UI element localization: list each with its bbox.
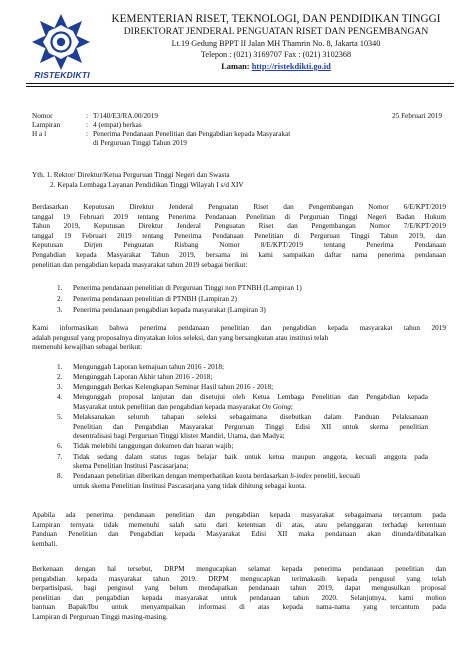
recipient-1: Yth. 1. Rektor/ Direktur/Ketua Perguruan Tinggi Negeri dan Swasta [32, 171, 230, 179]
text-line: Apabila ada penerima pendanaan penelitian dan pengabdian kepada masyarakat sebagaimana tercantum pada [32, 511, 446, 519]
website-label: Laman: [221, 62, 252, 71]
list-text: Mengunggah Laporan kemajuan tahun 2016 - 2018; [73, 363, 225, 371]
list-number: 1. [57, 363, 63, 371]
nomor-colon: : [86, 112, 89, 120]
list-number: 6. [57, 442, 63, 451]
list-item [57, 373, 447, 383]
text-line: pengabdian kepada masyarakat tahun 2019. DRPM mengucapkan terimakasih kepada pengusul yang telah [32, 574, 446, 583]
list-number: 5. [57, 413, 63, 422]
attachment-list [57, 284, 437, 318]
lampiran-colon: : [86, 121, 89, 129]
requirements-list [57, 363, 447, 492]
text-line: Tahun 2019, Keputusan Direktur Jenderal Penguatan Riset dan Pengembangan Nomor 7/E/KPT/2019 [32, 222, 446, 231]
logo-wordmark: RISTEKDIKTI [34, 70, 90, 80]
letter-date: 25 Februari 2019 [392, 112, 442, 120]
list-text: Tidak melebihi tanggungan dokumen dan luaran wajib; [73, 442, 234, 451]
text-line: Kami informasikan bahwa penerima pendanaan penelitian dan pengabdian kepada masyarakat tahun 2019 [32, 324, 446, 332]
list-number: 3. [57, 306, 63, 315]
text-line: Berkenaan dengan hal tersebut, DRPM mengucapkan selamat kepada penerima pendanaan penelitian dan [32, 565, 446, 573]
nomor-label: Nomor [32, 112, 53, 120]
list-number: 4. [57, 393, 63, 402]
list-text: Penerima pendanaan penelitian di PTNBH (Lampiran 2) [73, 295, 237, 304]
paragraph-2 [32, 324, 446, 353]
text-line: bantuan Bapak/Ibu untuk menyampaikan informasi di atas kepada nama-nama yang tercantum pada [32, 603, 446, 612]
text-line: memenuhi kewajiban sebagai berikut: [32, 343, 143, 352]
list-item [57, 306, 437, 317]
text-line: Lampiran di Perguruan Tinggi masing-masing. [32, 612, 168, 621]
hal-value-line2: di Perguruan Tinggi Tahun 2019 [93, 139, 187, 147]
list-text: Penerima pendanaan pengabdian kepada masyarakat (Lampiran 3) [73, 306, 266, 315]
hal-colon: : [86, 130, 89, 138]
text-line: Berdasarkan Keputusan Direktur Jenderal Penguatan Riset dan Pengembangan Nomor 6/E/KPT/2019 [32, 203, 446, 211]
hal-value-line1: Penerima Pendanaan Penelitian dan Pengabdian kepada Masyarakat [93, 130, 291, 138]
list-number: 8. [57, 472, 63, 481]
ristekdikti-logo-icon [30, 12, 92, 72]
italic-text: h-index [290, 472, 312, 481]
text-span: Masyarakat untuk penelitian dan pengabdian kepada masyarakat [73, 402, 263, 411]
text-line: kembali. [32, 539, 58, 548]
list-text: Tidak sedang dalam status tugas belajar baik untuk ketua maupun anggota, kecuali anggota pada [73, 452, 428, 461]
nomor-value: T/140/E3/RA.00/2019 [93, 112, 159, 120]
list-item [57, 453, 447, 473]
text-line: penelitian dan pengabdian kepada masyarakat untuk pendanaan tahun 2020. Selanjutnya, kami mohon [32, 593, 446, 602]
list-number: 2. [57, 373, 63, 382]
list-item [57, 363, 447, 373]
text-span: peneliti, kecuali [311, 472, 361, 481]
text-line: Pengabdian kepada Masyarakat Tahun 2019, bersama ini kami sampaikan daftar nama penerima pendanaan [32, 250, 446, 259]
list-item [57, 295, 437, 306]
list-number: 1. [57, 284, 63, 292]
list-item [57, 393, 447, 413]
list-text: Penerima pendanaan penelitian di Perguruan Tinggi non PTNBH (Lampiran 1) [73, 284, 302, 292]
website-line [100, 63, 452, 71]
text-line: berpartisipasi, bagi pengusul yang belum mendapatkan pendanaan tahun 2019, dapat mengusulkan proposal [32, 584, 446, 593]
list-number: 3. [57, 383, 63, 392]
list-item [57, 383, 447, 393]
list-text [73, 472, 360, 482]
address-line: Lt.19 Gedung BPPT II Jalan MH Thamrin No. 8, Jakarta 10340 [171, 39, 381, 48]
list-text: Penelitian dan Pengabdian Masyarakat Perguruan Tinggi Edisi XII untuk skema penelitian [73, 422, 428, 431]
list-text [73, 403, 293, 413]
list-item [57, 442, 447, 452]
paragraph-1 [32, 203, 446, 270]
list-item [57, 413, 447, 442]
list-item [57, 284, 437, 295]
text-line: tanggal 19 Februari 2019 tentang Penerima Pendanaan Penelitian di Perguruan Tinggi Negeri Badan Hukum [32, 212, 446, 221]
paragraph-3 [32, 511, 446, 549]
text-line: Keputusan Dirjen Penguatan Risbang Nomor 8/E/KPT/2019 tentang Penerima Pendanaan [32, 241, 446, 250]
list-number: 2. [57, 295, 63, 304]
text-line: Lampiran ternyata tidak memenuhi salah satu dari ketentuan di atas, atau pelanggaran terhadap ketentuan [32, 520, 446, 529]
lampiran-label: Lampiran [32, 121, 61, 129]
paragraph-4 [32, 565, 446, 623]
list-text: Mengunggah Berkas Kelengkapan Seminar Hasil tahun 2016 - 2018; [73, 383, 274, 392]
list-text: Melaksanakan seluruh tahapan seleksi sebagaimana disebutkan dalam Panduan Pelaksanaan [73, 413, 428, 422]
text-span: Pendanaan penelitian diberikan dengan memperhatikan kuota berdasarkan [73, 472, 291, 481]
italic-text: On Going [262, 402, 291, 411]
ministry-name: KEMENTERIAN RISET, TEKNOLOGI, DAN PENDIDIKAN TINGGI [111, 13, 441, 25]
list-text: Mengunggah proposal lanjutan dan disetujui oleh Ketua Lembaga Penelitian dan Pengabdian kepada [73, 393, 428, 402]
text-line: tanggal 19 Februari 2019 tentang Penerima Pendanaan Penelitian di Perguruan Tinggi Tahun 2019, dan [32, 231, 446, 240]
list-text: desentralisasi bagi Perguruan Tinggi klister Mandiri, Utama, dan Madya; [73, 432, 285, 441]
phone-fax-line: Telepon : (021) 3169707 Fax : (021) 3102368 [200, 50, 352, 59]
hal-label: H a l [32, 130, 47, 138]
text-line: penelitian dan pengabdian kepada masyarakat tahun 2019 sebagai berikut: [32, 260, 248, 269]
recipient-2: 2. Kepala Lembaga Layanan Pendidikan Tinggi Wilayah I s/d XIV [50, 181, 244, 189]
text-line: adalah pengusul yang proposalnya dinyatakan lolos seleksi, dan yang bersangkutan atau institusi telah [32, 333, 329, 342]
lampiran-value: 4 (empat) berkas [93, 121, 142, 129]
list-number: 7. [57, 452, 63, 461]
text-line: Panduan Penelitian dan Pengabdian kepada Masyarakat Edisi XII maka pendanaan akan ditunda/dibatalkan [32, 530, 446, 539]
list-text: skema Penelitian Institusi Pascasarjana; [73, 462, 189, 471]
header-rule-thick [26, 83, 454, 84]
list-text: Mengunggah Laporan Akhir tahun 2016 - 2018; [73, 373, 213, 382]
website-link[interactable]: http://ristekdikti.go.id [251, 62, 331, 71]
text-span: ; [290, 402, 293, 411]
directorate-name: DIREKTORAT JENDERAL PENGUATAN RISET DAN PENGEMBANGAN [123, 26, 429, 37]
header-rule-thin [26, 86, 454, 87]
list-text: untuk skema Penelitian Institusi Pascasarjana yang tidak dihitung sebagai kuota. [73, 481, 307, 490]
list-item [57, 472, 447, 492]
